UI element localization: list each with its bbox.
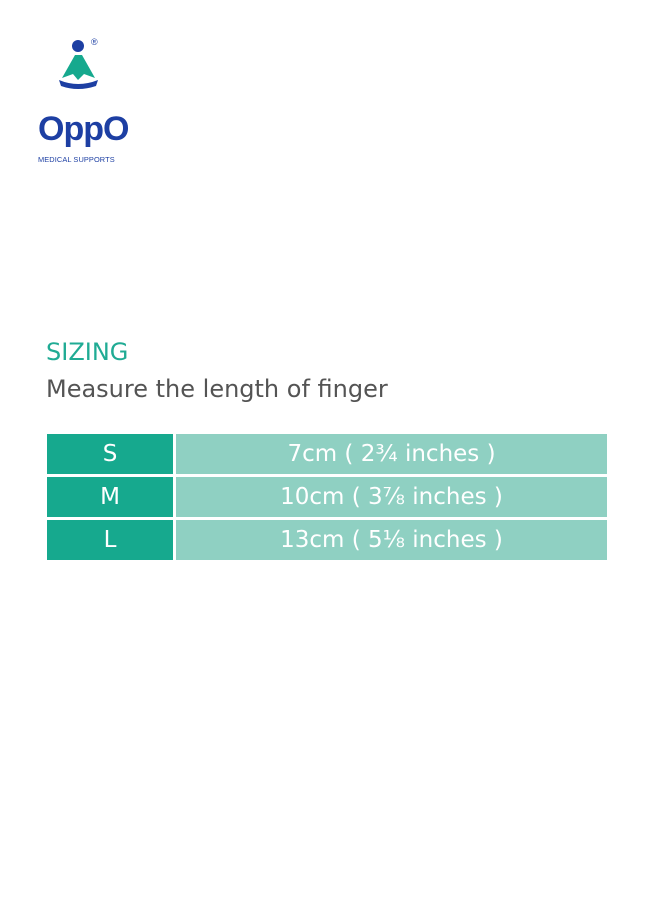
table-row [47, 520, 607, 560]
size-measurement: 13cm ( 5⅛ inches ) [176, 520, 607, 560]
size-measurement: 10cm ( 3⅞ inches ) [176, 477, 607, 517]
brand-wordmark: OppO [38, 110, 129, 148]
registered-mark: ® [91, 37, 98, 47]
brand-figure-icon [36, 34, 132, 112]
brand-tagline: MEDICAL SUPPORTS [38, 155, 115, 164]
table-row [47, 434, 607, 474]
sizing-instruction: Measure the length of finger [46, 375, 388, 403]
size-label: M [47, 477, 173, 517]
size-chart-table [44, 431, 610, 563]
brand-logo [36, 34, 132, 164]
table-row [47, 477, 607, 517]
sizing-heading: SIZING [46, 338, 129, 366]
size-measurement: 7cm ( 2¾ inches ) [176, 434, 607, 474]
size-label: L [47, 520, 173, 560]
size-label: S [47, 434, 173, 474]
